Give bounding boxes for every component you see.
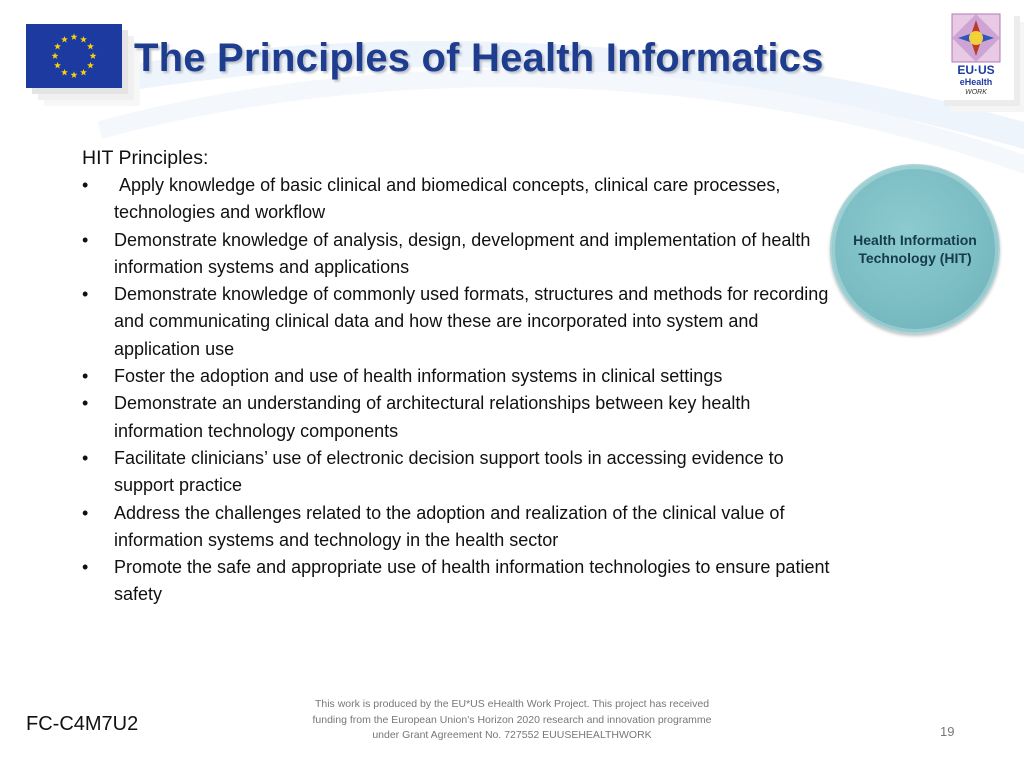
list-item-text: Facilitate clinicians’ use of electronic decision support tools in accessing evidence to support practice <box>114 447 784 496</box>
bullet-icon: • <box>82 229 89 250</box>
list-item <box>82 172 838 227</box>
list-item-text: Promote the safe and appropriate use of health information technologies to ensure patient safety <box>114 557 830 605</box>
funding-note: This work is produced by the EU*US eHealth Work Project. This project has received funding from the European Union’s Horizon 2020 research and innovation programme under Grant Agreement No. 727552 EUUSEHEALTHWORK <box>312 698 712 741</box>
logo-work: WORK <box>965 89 987 96</box>
eu-us-ehealth-logo <box>938 10 1014 100</box>
ehealth-logo-icon <box>938 10 1014 100</box>
list-item-text: Address the challenges related to the adoption and realization of the clinical value of information systems and technology in the health sector <box>114 502 785 550</box>
list-item-text: Demonstrate an understanding of architectural relationships between key health information technology components <box>114 393 751 441</box>
eu-flag <box>26 24 122 88</box>
eu-flag-icon <box>26 24 122 88</box>
bullet-icon: • <box>82 284 89 305</box>
page-number: 19 <box>940 724 955 739</box>
list-item-text: Foster the adoption and use of health information systems in clinical settings <box>114 366 723 387</box>
list-item <box>82 281 838 363</box>
hit-circle <box>830 164 1000 334</box>
list-item-text: Demonstrate knowledge of commonly used formats, structures and methods for recording and communicating clinical data and how these are incorporated into system and application use <box>114 284 829 359</box>
list-item <box>82 363 838 390</box>
hit-circle-label: Health Information Technology (HIT) <box>853 231 977 266</box>
bullet-icon: • <box>82 557 89 578</box>
list-item <box>82 390 838 445</box>
logo-title: EU·US <box>957 63 995 77</box>
principles-content <box>82 144 838 609</box>
bullet-icon: • <box>82 366 89 387</box>
principles-heading: HIT Principles: <box>82 147 209 169</box>
principles-list <box>82 172 838 609</box>
list-item-text: Demonstrate knowledge of analysis, design, development and implementation of health information systems and applications <box>114 229 811 277</box>
bullet-icon: • <box>82 175 89 195</box>
logo-subtitle: eHealth <box>959 77 993 87</box>
list-item <box>82 227 838 282</box>
bullet-icon: • <box>82 502 89 523</box>
course-code: FC-C4M7U2 <box>26 713 139 735</box>
bullet-icon: • <box>82 393 89 414</box>
page-title: The Principles of Health Informatics <box>134 36 824 80</box>
list-item-text: Apply knowledge of basic clinical and biomedical concepts, clinical care processes, technologies and workflow <box>114 175 786 223</box>
list-item <box>82 500 838 555</box>
list-item <box>82 445 838 500</box>
list-item <box>82 554 838 609</box>
bullet-icon: • <box>82 447 89 468</box>
